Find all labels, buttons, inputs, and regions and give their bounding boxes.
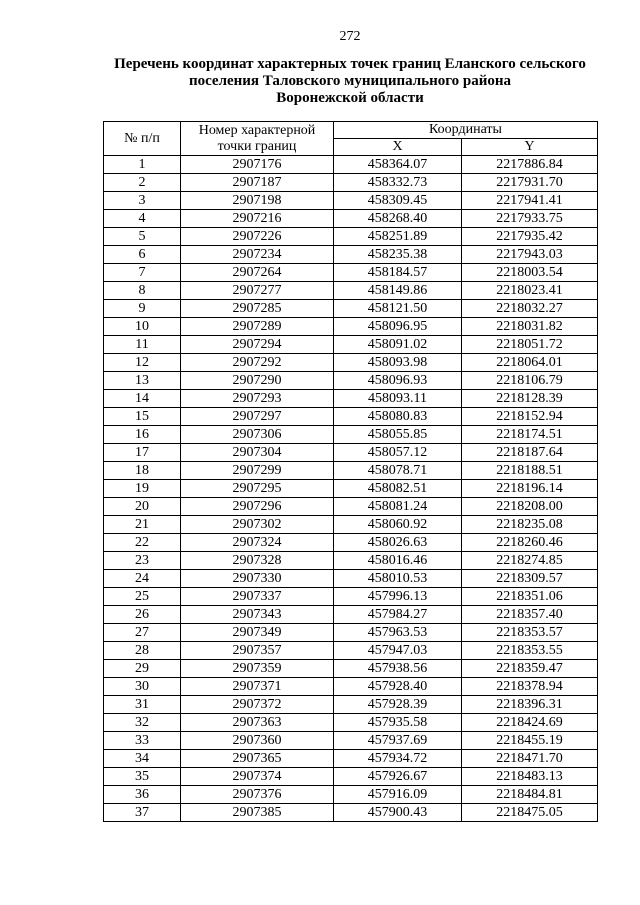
cell-x: 458121.50 [334, 300, 462, 318]
cell-point-number: 2907296 [181, 498, 334, 516]
cell-x: 458184.57 [334, 264, 462, 282]
cell-x: 458149.86 [334, 282, 462, 300]
cell-x: 457928.40 [334, 678, 462, 696]
cell-point-number: 2907302 [181, 516, 334, 534]
cell-y: 2218031.82 [462, 318, 598, 336]
cell-point-number: 2907328 [181, 552, 334, 570]
table-row [104, 660, 598, 678]
cell-point-number: 2907293 [181, 390, 334, 408]
cell-x: 458057.12 [334, 444, 462, 462]
cell-x: 457963.53 [334, 624, 462, 642]
cell-point-number: 2907357 [181, 642, 334, 660]
cell-number: 28 [104, 642, 181, 660]
cell-number: 22 [104, 534, 181, 552]
cell-number: 19 [104, 480, 181, 498]
cell-number: 27 [104, 624, 181, 642]
cell-number: 11 [104, 336, 181, 354]
cell-number: 14 [104, 390, 181, 408]
cell-y: 2218359.47 [462, 660, 598, 678]
cell-number: 20 [104, 498, 181, 516]
header-point-line-1: Номер характерной [198, 122, 316, 138]
table-row [104, 300, 598, 318]
cell-point-number: 2907187 [181, 174, 334, 192]
cell-x: 458235.38 [334, 246, 462, 264]
cell-point-number: 2907297 [181, 408, 334, 426]
table-row [104, 714, 598, 732]
cell-x: 458332.73 [334, 174, 462, 192]
cell-y: 2218051.72 [462, 336, 598, 354]
cell-point-number: 2907337 [181, 588, 334, 606]
table-row [104, 570, 598, 588]
cell-y: 2218235.08 [462, 516, 598, 534]
cell-point-number: 2907292 [181, 354, 334, 372]
cell-x: 457996.13 [334, 588, 462, 606]
cell-y: 2217941.41 [462, 192, 598, 210]
cell-x: 458251.89 [334, 228, 462, 246]
header-x: X [334, 139, 462, 156]
cell-x: 458026.63 [334, 534, 462, 552]
cell-number: 33 [104, 732, 181, 750]
cell-point-number: 2907304 [181, 444, 334, 462]
cell-y: 2218003.54 [462, 264, 598, 282]
table-row [104, 192, 598, 210]
cell-x: 457935.58 [334, 714, 462, 732]
cell-number: 34 [104, 750, 181, 768]
cell-y: 2218471.70 [462, 750, 598, 768]
cell-x: 457900.43 [334, 804, 462, 822]
cell-y: 2218174.51 [462, 426, 598, 444]
table-row [104, 354, 598, 372]
table-row [104, 534, 598, 552]
cell-number: 15 [104, 408, 181, 426]
title-line-1: Перечень координат характерных точек границ Еланского сельского [114, 56, 586, 72]
table-row [104, 480, 598, 498]
table-row [104, 804, 598, 822]
table-row [104, 624, 598, 642]
cell-x: 458268.40 [334, 210, 462, 228]
cell-y: 2218274.85 [462, 552, 598, 570]
cell-number: 25 [104, 588, 181, 606]
cell-point-number: 2907176 [181, 156, 334, 174]
cell-number: 13 [104, 372, 181, 390]
cell-point-number: 2907294 [181, 336, 334, 354]
table-row [104, 588, 598, 606]
cell-x: 458096.93 [334, 372, 462, 390]
cell-point-number: 2907198 [181, 192, 334, 210]
cell-x: 458091.02 [334, 336, 462, 354]
cell-y: 2218260.46 [462, 534, 598, 552]
cell-point-number: 2907359 [181, 660, 334, 678]
cell-number: 16 [104, 426, 181, 444]
cell-point-number: 2907372 [181, 696, 334, 714]
table-row [104, 606, 598, 624]
cell-y: 2218128.39 [462, 390, 598, 408]
cell-point-number: 2907295 [181, 480, 334, 498]
cell-point-number: 2907343 [181, 606, 334, 624]
cell-x: 458078.71 [334, 462, 462, 480]
table-row [104, 696, 598, 714]
cell-point-number: 2907385 [181, 804, 334, 822]
header-number: № п/п [104, 122, 181, 156]
cell-number: 4 [104, 210, 181, 228]
cell-y: 2218023.41 [462, 282, 598, 300]
cell-y: 2218351.06 [462, 588, 598, 606]
cell-point-number: 2907299 [181, 462, 334, 480]
cell-point-number: 2907365 [181, 750, 334, 768]
table-row [104, 318, 598, 336]
cell-x: 458016.46 [334, 552, 462, 570]
header-point-line-2: точки границ [217, 138, 297, 154]
cell-y: 2218188.51 [462, 462, 598, 480]
table-row [104, 516, 598, 534]
table-row [104, 408, 598, 426]
cell-y: 2218424.69 [462, 714, 598, 732]
cell-y: 2217886.84 [462, 156, 598, 174]
cell-x: 457926.67 [334, 768, 462, 786]
cell-x: 458080.83 [334, 408, 462, 426]
cell-y: 2218475.05 [462, 804, 598, 822]
cell-number: 17 [104, 444, 181, 462]
cell-y: 2218455.19 [462, 732, 598, 750]
table-row [104, 210, 598, 228]
header-point-number [181, 122, 334, 156]
cell-point-number: 2907285 [181, 300, 334, 318]
cell-number: 29 [104, 660, 181, 678]
cell-number: 35 [104, 768, 181, 786]
cell-point-number: 2907289 [181, 318, 334, 336]
cell-x: 458055.85 [334, 426, 462, 444]
cell-number: 9 [104, 300, 181, 318]
table-body [104, 156, 598, 822]
cell-x: 457928.39 [334, 696, 462, 714]
cell-point-number: 2907376 [181, 786, 334, 804]
page-number: 272 [339, 29, 361, 44]
cell-x: 457984.27 [334, 606, 462, 624]
cell-x: 458096.95 [334, 318, 462, 336]
cell-number: 26 [104, 606, 181, 624]
cell-y: 2218032.27 [462, 300, 598, 318]
table-row [104, 336, 598, 354]
cell-y: 2217935.42 [462, 228, 598, 246]
cell-point-number: 2907324 [181, 534, 334, 552]
cell-y: 2218064.01 [462, 354, 598, 372]
cell-number: 37 [104, 804, 181, 822]
table-row [104, 678, 598, 696]
cell-number: 2 [104, 174, 181, 192]
cell-x: 457937.69 [334, 732, 462, 750]
table-row [104, 732, 598, 750]
cell-point-number: 2907226 [181, 228, 334, 246]
table-row [104, 786, 598, 804]
document-title [90, 56, 610, 107]
cell-x: 458093.11 [334, 390, 462, 408]
cell-number: 36 [104, 786, 181, 804]
table-row [104, 642, 598, 660]
table-row [104, 462, 598, 480]
cell-y: 2217933.75 [462, 210, 598, 228]
cell-point-number: 2907374 [181, 768, 334, 786]
cell-number: 23 [104, 552, 181, 570]
table-row [104, 444, 598, 462]
cell-y: 2218106.79 [462, 372, 598, 390]
cell-number: 21 [104, 516, 181, 534]
cell-number: 18 [104, 462, 181, 480]
cell-number: 3 [104, 192, 181, 210]
title-line-2: поселения Таловского муниципального района [188, 73, 512, 89]
cell-point-number: 2907330 [181, 570, 334, 588]
cell-number: 7 [104, 264, 181, 282]
table-row [104, 246, 598, 264]
cell-y: 2218309.57 [462, 570, 598, 588]
cell-x: 458060.92 [334, 516, 462, 534]
cell-number: 6 [104, 246, 181, 264]
cell-point-number: 2907264 [181, 264, 334, 282]
table-row [104, 174, 598, 192]
cell-y: 2218353.55 [462, 642, 598, 660]
cell-point-number: 2907290 [181, 372, 334, 390]
cell-y: 2218483.13 [462, 768, 598, 786]
cell-number: 8 [104, 282, 181, 300]
table-row [104, 282, 598, 300]
cell-x: 458082.51 [334, 480, 462, 498]
cell-y: 2218378.94 [462, 678, 598, 696]
table-row [104, 750, 598, 768]
title-line-3: Воронежской области [276, 90, 424, 106]
cell-x: 457934.72 [334, 750, 462, 768]
table-row [104, 768, 598, 786]
cell-y: 2217931.70 [462, 174, 598, 192]
cell-x: 458010.53 [334, 570, 462, 588]
cell-point-number: 2907363 [181, 714, 334, 732]
table-row [104, 390, 598, 408]
cell-y: 2218152.94 [462, 408, 598, 426]
cell-number: 32 [104, 714, 181, 732]
cell-point-number: 2907234 [181, 246, 334, 264]
cell-x: 458364.07 [334, 156, 462, 174]
cell-number: 12 [104, 354, 181, 372]
table-row [104, 228, 598, 246]
cell-point-number: 2907349 [181, 624, 334, 642]
cell-point-number: 2907277 [181, 282, 334, 300]
cell-y: 2218396.31 [462, 696, 598, 714]
cell-point-number: 2907360 [181, 732, 334, 750]
cell-y: 2218187.64 [462, 444, 598, 462]
table-row [104, 372, 598, 390]
cell-y: 2217943.03 [462, 246, 598, 264]
cell-y: 2218208.00 [462, 498, 598, 516]
table-row [104, 498, 598, 516]
cell-y: 2218484.81 [462, 786, 598, 804]
table-row [104, 264, 598, 282]
cell-number: 31 [104, 696, 181, 714]
cell-y: 2218353.57 [462, 624, 598, 642]
cell-number: 10 [104, 318, 181, 336]
header-y: Y [462, 139, 598, 156]
cell-number: 30 [104, 678, 181, 696]
cell-x: 458081.24 [334, 498, 462, 516]
cell-x: 458309.45 [334, 192, 462, 210]
coordinates-table [103, 121, 598, 822]
table-row [104, 156, 598, 174]
cell-x: 457947.03 [334, 642, 462, 660]
cell-number: 5 [104, 228, 181, 246]
cell-number: 1 [104, 156, 181, 174]
table-row [104, 552, 598, 570]
cell-point-number: 2907306 [181, 426, 334, 444]
cell-point-number: 2907216 [181, 210, 334, 228]
cell-point-number: 2907371 [181, 678, 334, 696]
cell-number: 24 [104, 570, 181, 588]
cell-x: 457938.56 [334, 660, 462, 678]
cell-x: 457916.09 [334, 786, 462, 804]
table-row [104, 426, 598, 444]
cell-x: 458093.98 [334, 354, 462, 372]
cell-y: 2218196.14 [462, 480, 598, 498]
cell-y: 2218357.40 [462, 606, 598, 624]
header-coordinates: Координаты [334, 122, 598, 139]
